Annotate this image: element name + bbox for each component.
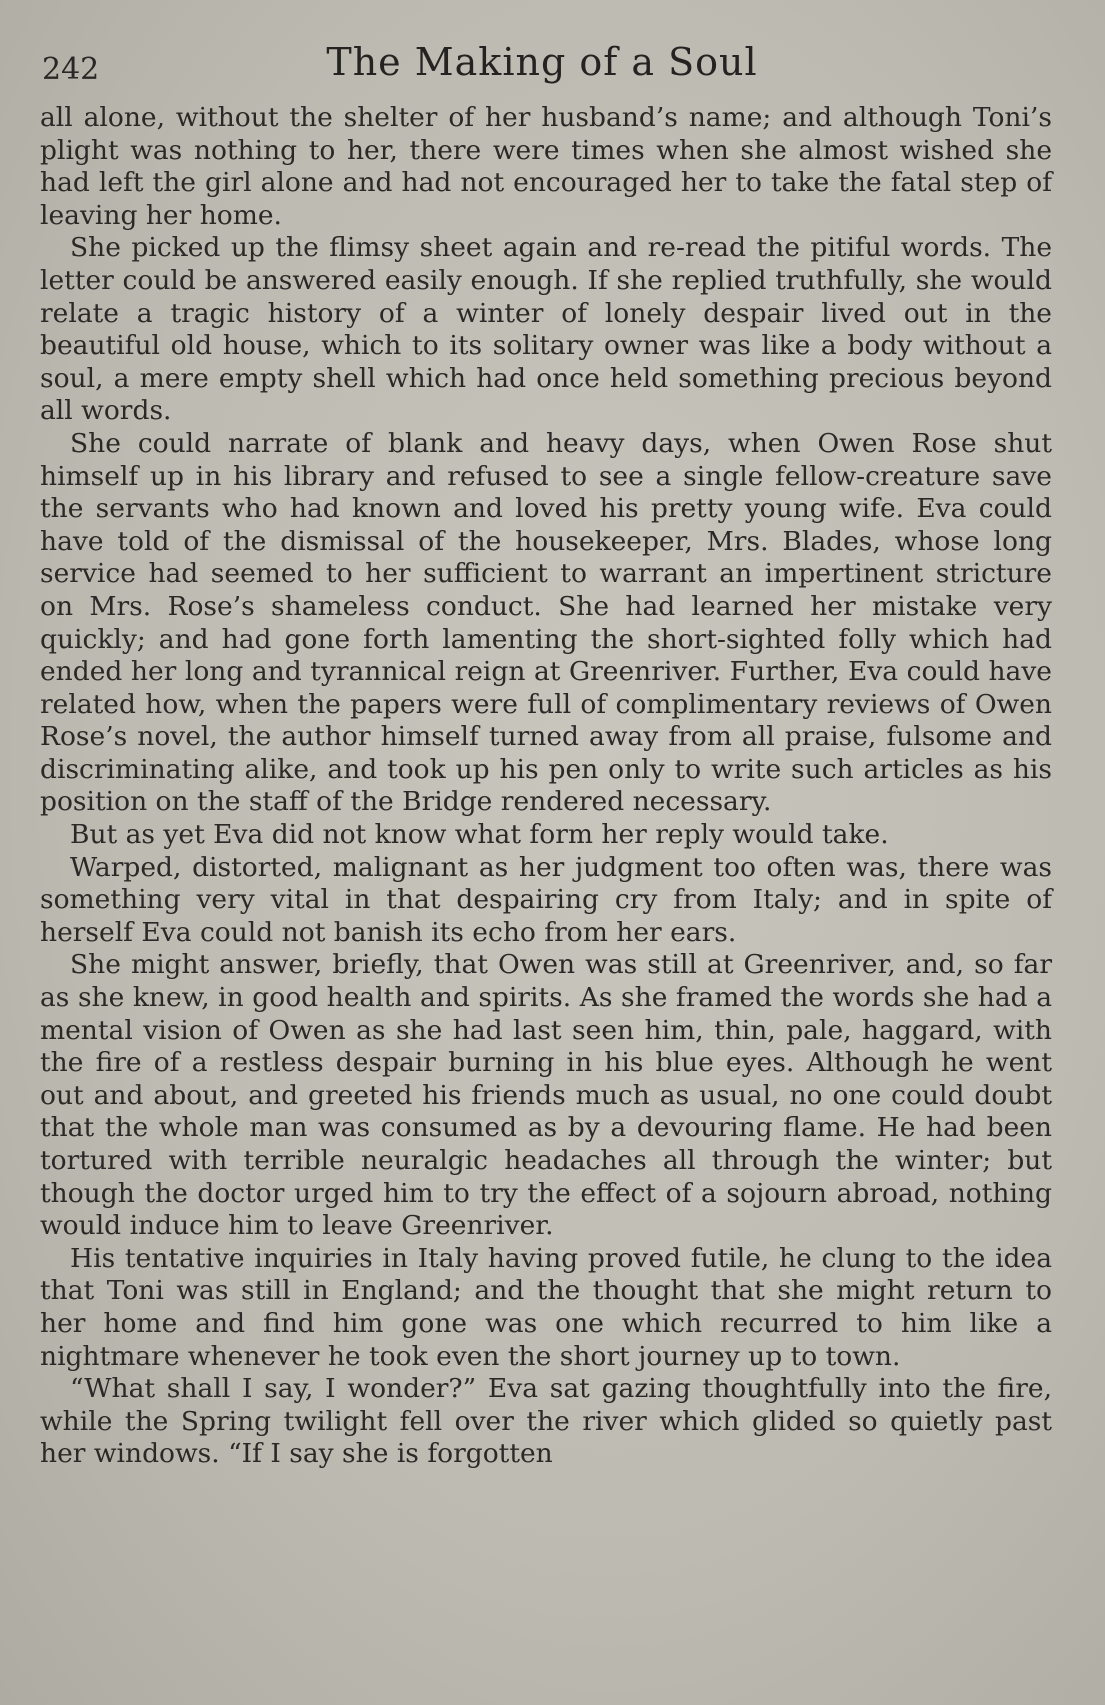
paragraph: “What shall I say, I wonder?” Eva sat gazing thoughtfully into the fire, while the Spring twilight fell over the river which glided so quietly past her windows. “If I say she is forgotten [40,1373,1052,1470]
page-number: 242 [42,52,100,87]
paragraph: She might answer, briefly, that Owen was still at Greenriver, and, so far as she knew, in good health and spirits. As she framed the words she had a mental vision of Owen as she had last seen him, thin, pale, haggard, with the fire of a restless despair burning in his blue eyes. Although he went out and about, and greeted his friends much as usual, no one could doubt that the whole man was consumed as by a devouring flame. He had been tortured with terrible neuralgic headaches all through the winter; but though the doctor urged him to try the effect of a sojourn abroad, nothing would induce him to leave Greenriver. [40,949,1052,1242]
paragraph: all alone, without the shelter of her husband’s name; and although Toni’s plight was nothing to her, there were times when she almost wished she had left the girl alone and had not encouraged her to take the fatal step of leaving her home. [40,102,1052,231]
paragraph: She picked up the flimsy sheet again and re-read the pitiful words. The letter could be answered easily enough. If she replied truthfully, she would relate a tragic history of a winter of lonely despair lived out in the beautiful old house, which to its solitary owner was like a body without a soul, a mere empty shell which had once held something precious beyond all words. [40,232,1052,427]
running-head [42,40,1042,90]
running-title: The Making of a Soul [326,40,758,84]
paragraph: She could narrate of blank and heavy days, when Owen Rose shut himself up in his library and refused to see a single fellow-creature save the servants who had known and loved his pretty young wife. Eva could have told of the dismissal of the housekeeper, Mrs. Blades, whose long service had seemed to her sufficient to warrant an impertinent stricture on Mrs. Rose’s shameless conduct. She had learned her mistake very quickly; and had gone forth lamenting the short-sighted folly which had ended her long and tyrannical reign at Greenriver. Further, Eva could have related how, when the papers were full of complimentary reviews of Owen Rose’s novel, the author himself turned away from all praise, fulsome and discriminating alike, and took up his pen only to write such articles as his position on the staff of the Bridge rendered necessary. [40,427,1052,818]
body-text [40,102,1052,1471]
paragraph: His tentative inquiries in Italy having proved futile, he clung to the idea that Toni was still in England; and the thought that she might return to her home and find him gone was one which recurred to him like a nightmare whenever he took even the short journey up to town. [40,1242,1052,1372]
paragraph: But as yet Eva did not know what form her reply would take. [70,819,889,851]
paragraph: Warped, distorted, malignant as her judgment too often was, there was something very vital in that despairing cry from Italy; and in spite of herself Eva could not banish its echo from her ears. [40,851,1052,948]
